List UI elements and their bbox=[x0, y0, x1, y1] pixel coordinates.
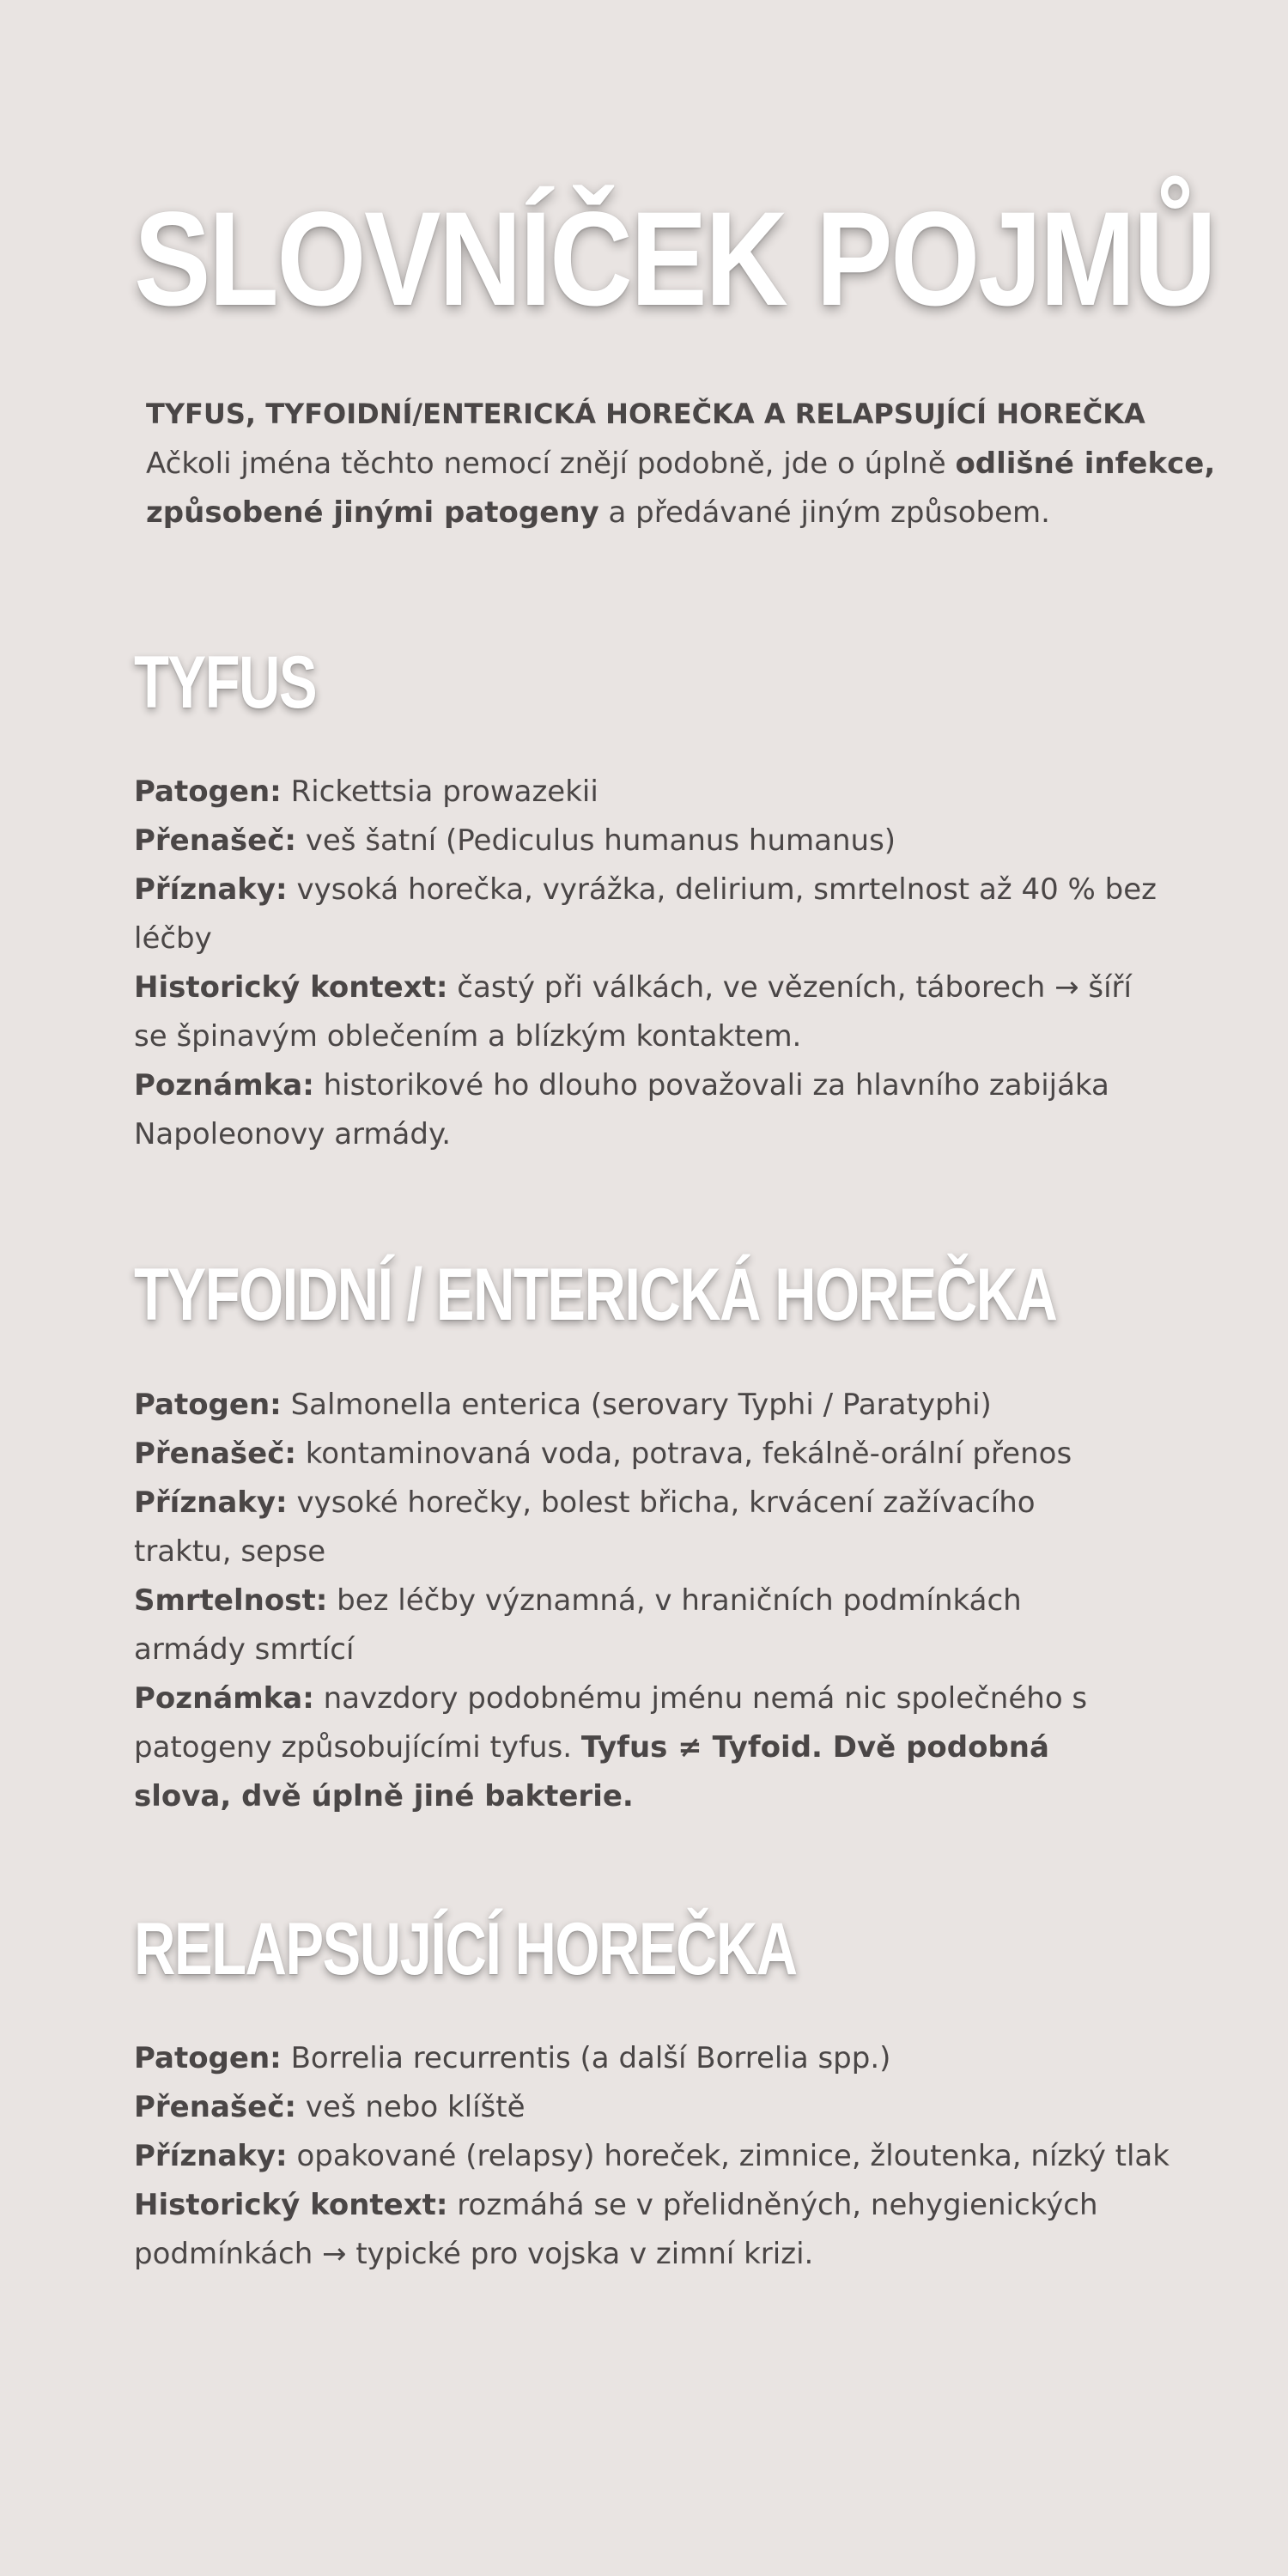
field-emphasis: Tyfus ≠ Tyfoid. Dvě podobná slova, dvě úplně jiné bakterie. bbox=[134, 1730, 1049, 1814]
field-patogen bbox=[134, 768, 1173, 817]
field-poznamka bbox=[134, 1061, 1173, 1159]
intro-text-end: a předávané jiným způsobem. bbox=[598, 495, 1050, 530]
field-patogen bbox=[134, 2034, 1173, 2083]
field-value: rozmáhá se v přelidněných, nehygienických podmínkách → typické pro vojska v zimní krizi. bbox=[134, 2188, 1098, 2271]
field-label: Přenašeč: bbox=[134, 1437, 296, 1471]
intro-heading: TYFUS, TYFOIDNÍ/ENTERICKÁ HOREČKA A RELAPSUJÍCÍ HOREČKA bbox=[146, 398, 1145, 430]
field-value: opakované (relapsy) horeček, zimnice, žloutenka, nízký tlak bbox=[287, 2139, 1170, 2173]
field-priznaky bbox=[134, 1479, 1070, 1577]
field-priznaky bbox=[134, 866, 1173, 963]
field-label: Příznaky: bbox=[134, 872, 288, 907]
field-prenasec bbox=[134, 817, 1173, 866]
field-value: vysoká horečka, vyrážka, delirium, smrtelnost až 40 % bez léčby bbox=[134, 872, 1157, 956]
field-label: Patogen: bbox=[134, 775, 282, 809]
page-title: SLOVNÍČEK POJMŮ bbox=[134, 185, 1215, 334]
field-label: Přenašeč: bbox=[134, 823, 296, 858]
field-label: Poznámka: bbox=[134, 1681, 314, 1716]
field-value: Salmonella enterica (serovary Typhi / Paratyphi) bbox=[281, 1388, 992, 1422]
field-label: Příznaky: bbox=[134, 1485, 288, 1520]
field-value: navzdory podobnému jménu nemá nic společného s patogeny způsobujícími tyfus. bbox=[134, 1681, 1088, 1765]
field-historicky-kontext bbox=[134, 2181, 1173, 2279]
field-label: Historický kontext: bbox=[134, 2188, 448, 2222]
field-value: kontaminovaná voda, potrava, fekálně-orální přenos bbox=[295, 1437, 1072, 1471]
section-title-relapsujici-horecka: RELAPSUJÍCÍ HOREČKA bbox=[134, 1908, 797, 1990]
field-value: Rickettsia prowazekii bbox=[281, 775, 598, 809]
field-smrtelnost bbox=[134, 1577, 1096, 1674]
field-label: Patogen: bbox=[134, 1388, 282, 1422]
field-value: veš šatní (Pediculus humanus humanus) bbox=[295, 823, 896, 858]
field-prenasec bbox=[134, 1430, 1173, 1479]
intro-block bbox=[146, 395, 1219, 538]
field-value: vysoké horečky, bolest břicha, krvácení zažívacího traktu, sepse bbox=[134, 1485, 1036, 1569]
intro-text-emphasis: odlišné infekce, způsobené jinými patogeny bbox=[146, 447, 1216, 530]
section-title-tyfus: TYFUS bbox=[134, 641, 317, 724]
section-title-tyfoidni-horecka: TYFOIDNÍ / ENTERICKÁ HOREČKA bbox=[134, 1254, 1057, 1336]
intro-text bbox=[146, 440, 1219, 538]
field-priznaky bbox=[134, 2132, 1216, 2181]
field-label: Příznaky: bbox=[134, 2139, 288, 2173]
field-historicky-kontext bbox=[134, 963, 1173, 1061]
field-label: Patogen: bbox=[134, 2041, 282, 2075]
field-value: častý při válkách, ve vězeních, táborech → šíří se špinavým oblečením a blízkým kontaktem. bbox=[134, 970, 1132, 1054]
field-poznamka bbox=[134, 1674, 1113, 1821]
field-label: Smrtelnost: bbox=[134, 1583, 328, 1618]
field-value: Borrelia recurrentis (a další Borrelia spp.) bbox=[281, 2041, 891, 2075]
field-value: veš nebo klíště bbox=[295, 2090, 526, 2124]
intro-text-start: Ačkoli jména těchto nemocí znějí podobně, jde o úplně bbox=[146, 447, 956, 481]
field-value: bez léčby významná, v hraničních podmínkách armády smrtící bbox=[134, 1583, 1022, 1667]
field-label: Historický kontext: bbox=[134, 970, 448, 1005]
field-label: Přenašeč: bbox=[134, 2090, 296, 2124]
field-patogen bbox=[134, 1381, 1173, 1430]
field-value: historikové ho dlouho považovali za hlavního zabijáka Napoleonovy armády. bbox=[134, 1068, 1109, 1151]
field-label: Poznámka: bbox=[134, 1068, 314, 1103]
section-fields-tyfus bbox=[134, 768, 1173, 1159]
section-fields-tyfoidni-horecka bbox=[134, 1381, 1173, 1821]
field-prenasec bbox=[134, 2083, 1173, 2132]
section-fields-relapsujici-horecka bbox=[134, 2034, 1173, 2279]
